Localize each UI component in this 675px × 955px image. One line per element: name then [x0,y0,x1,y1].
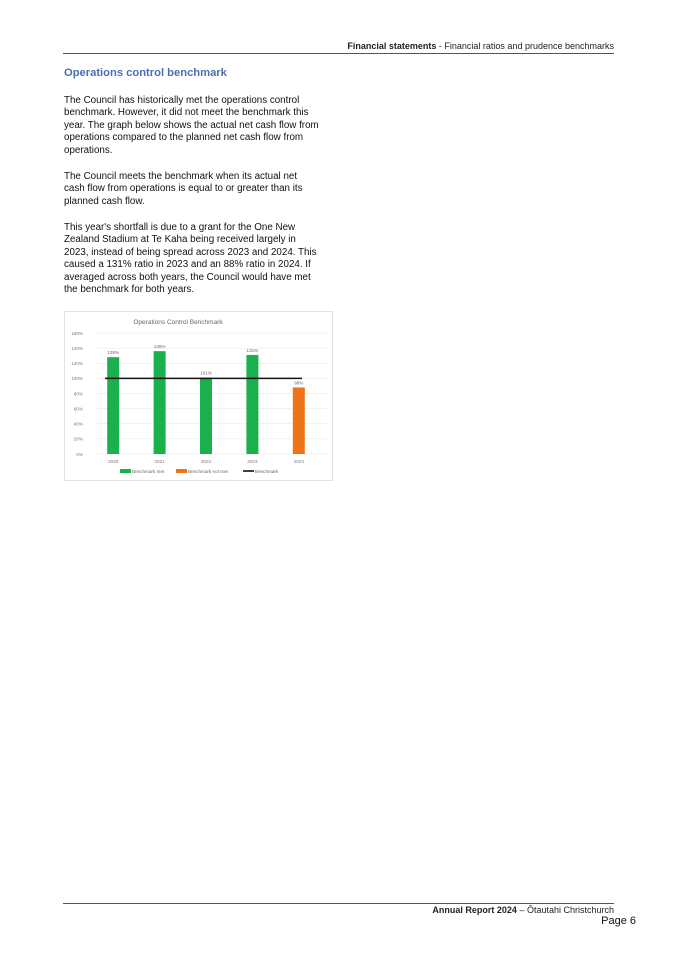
chart-title: Operations Control Benchmark [133,319,223,326]
bar [200,378,212,454]
y-tick-label: 140% [71,345,83,351]
bar-data-label: 88% [294,380,304,386]
operations-control-chart [64,311,333,481]
paragraph-1: The Council has historically met the operations control benchmark. However, it did not meet the benchmark this year. The graph below shows the actual net cash flow from operations compared to the planned net cash flow from operations. [64,95,319,156]
y-tick-label: 100% [71,376,83,382]
page-header [63,41,614,51]
y-tick-label: 40% [73,421,83,427]
y-tick-label: 20% [73,436,83,442]
header-section-bold: Financial statements [347,41,437,51]
footer-report-rest: Ōtautahi Christchurch [526,905,614,915]
paragraph-2: The Council meets the benchmark when its actual net cash flow from operations is equal to or greater than its planned cash flow. [64,171,303,207]
x-tick-label: 2024 [293,459,304,464]
x-tick-label: 2023 [247,459,258,464]
bar-data-label: 128% [107,350,120,356]
page-number: Page 6 [601,915,636,927]
header-separator: - [436,41,445,51]
bar-data-label: 101% [200,370,212,376]
header-divider [63,53,614,54]
bar [154,351,166,454]
x-tick-label: 2021 [154,459,165,464]
y-tick-label: 60% [73,406,83,412]
x-tick-label: 2020 [108,459,119,464]
y-tick-label: 160% [71,330,83,336]
bar-data-label: 136% [153,344,166,350]
bar [246,355,258,454]
paragraph-3: This year's shortfall is due to a grant for the One New Zealand Stadium at Te Kaha being received largely in 2023, instead of being spread across 2023 and 2024. This caused a 131% ratio in 2023 and an 88% ratio in 2024. If averaged across both years, the Council would have met the benchmark for both years. [64,222,317,296]
footer-report-bold: Annual Report 2024 [432,905,517,915]
legend-label: Benchmark not met [188,468,228,474]
legend-swatch [120,469,131,473]
chart-svg [65,312,332,480]
y-tick-label: 80% [73,391,83,397]
bar-data-label: 131% [246,347,259,353]
bar [293,387,305,454]
y-tick-label: 0% [76,451,83,457]
x-tick-label: 2022 [200,459,212,464]
legend-label: Benchmark [255,468,279,474]
legend-swatch [176,469,187,473]
header-section-rest: Financial ratios and prudence benchmarks [444,41,614,51]
footer-separator: – [516,905,527,915]
bar [107,357,119,454]
y-tick-label: 120% [71,361,83,367]
legend-label: Benchmark met [132,468,165,474]
footer-divider [63,903,614,904]
section-title: Operations control benchmark [64,67,227,79]
page-footer [63,905,614,915]
